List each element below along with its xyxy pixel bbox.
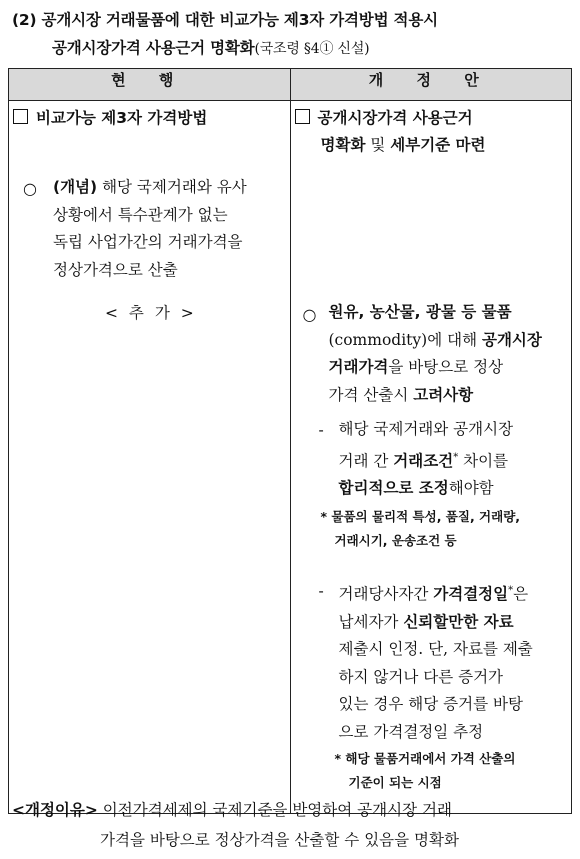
reason-label: <개정이유> (12, 801, 98, 819)
dash-bullet: - (318, 421, 324, 439)
legal-reference: (국조령 §4① 신설) (254, 41, 370, 57)
checkbox-square-icon (295, 109, 310, 124)
revised-heading: 공개시장가격 사용근거 명확화 및 세부기준 마련 (295, 105, 486, 159)
current-column (9, 101, 291, 814)
header-revised: 개 정 안 (290, 69, 572, 101)
footnote-pricing-date: * 해당 물품거래에서 가격 산출의 기준이 되는 시점 (334, 751, 516, 790)
condition-paragraph: 해당 국제거래와 공개시장 거래 간 거래조건* 차이를 합리적으로 조정해야함 (338, 420, 514, 498)
revision-reason: <개정이유> 이전가격세제의 국제기준을 반영하여 공개시장 거래 가격을 바탕으로 정상가격을 산출할 수 있음을 명확화 (12, 801, 459, 849)
title-line-2: 공개시장가격 사용근거 명확화(국조령 §4① 신설) (52, 39, 370, 57)
current-heading: 비교가능 제3자 가격방법 (13, 105, 207, 132)
dash-bullet: - (318, 582, 324, 600)
comparison-table (8, 68, 572, 814)
concept-paragraph: (개념) 해당 국제거래와 유사 상황에서 특수관계가 없는 독립 사업가간의 거래가격을 정상가격으로 산출 (53, 178, 247, 279)
commodity-paragraph: 원유, 농산물, 광물 등 물품 (commodity)에 대해 공개시장 거래가격을 바탕으로 정상 가격 산출시 고려사항 (328, 303, 542, 404)
pricing-date-paragraph: 거래당사자간 가격결정일*은 납세자가 신뢰할만한 자료 제출시 인정. 단, 자료를 제출 하지 않거나 다른 증거가 있는 경우 해당 증거를 바탕 으로 가격결정일 추정 (338, 585, 533, 741)
footnote-conditions: * 물품의 물리적 특성, 품질, 거래량, 거래시기, 운송조건 등 (320, 509, 521, 548)
section-title (12, 6, 572, 63)
title-line-1: (2) 공개시장 거래물품에 대한 비교가능 제3자 가격방법 적용시 (12, 11, 438, 29)
header-current: 현 행 (9, 69, 291, 101)
added-marker: < 추 가 > (105, 304, 197, 322)
circle-bullet-icon: ○ (302, 305, 317, 324)
checkbox-square-icon (13, 109, 28, 124)
revised-column (290, 101, 572, 814)
circle-bullet-icon: ○ (23, 179, 37, 198)
